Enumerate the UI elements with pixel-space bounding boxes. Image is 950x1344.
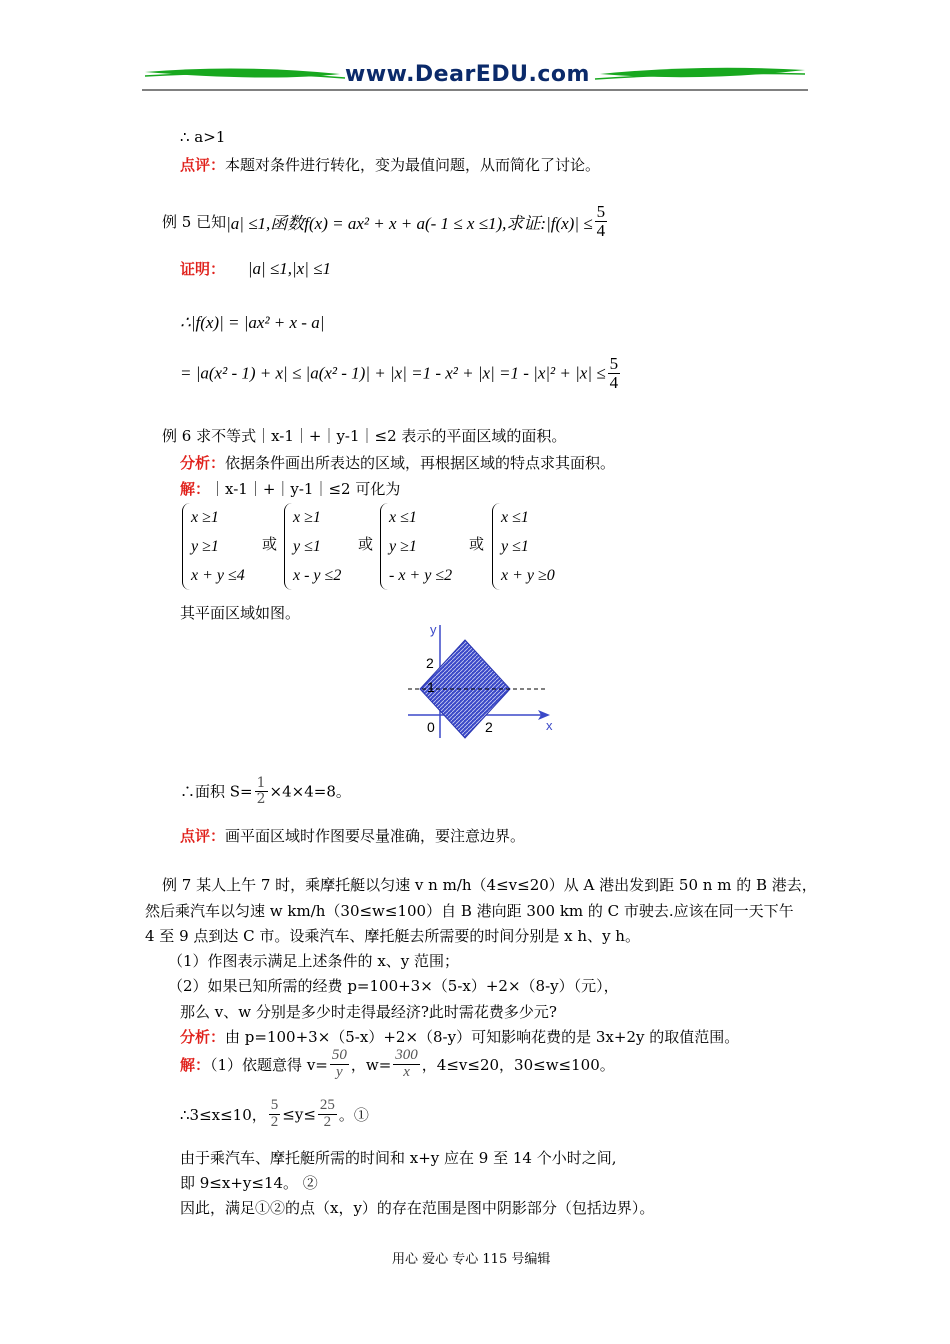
- example-7-line-3: 4 至 9 点到达 C 市。设乘汽车、摩托艇去所需要的时间分别是 x h、y h。: [145, 927, 640, 945]
- system-4-row: y ≤1: [501, 538, 529, 555]
- comment-1: [180, 154, 600, 175]
- or-word: 或: [469, 535, 485, 553]
- or-word: 或: [358, 535, 374, 553]
- or-word: 或: [262, 535, 278, 553]
- solution-2-label: 解：: [180, 1055, 211, 1074]
- example-5-prefix: 例 5 已知: [162, 212, 227, 231]
- origin-label: 0: [427, 719, 435, 735]
- area-frac-num: 1: [256, 775, 266, 791]
- solution-2-part-c: ，4≤v≤20，30≤w≤100。: [421, 1055, 615, 1074]
- comment-1-text: 本题对条件进行转化，变为最值问题，从而简化了讨论。: [225, 156, 601, 174]
- system-4: [492, 503, 555, 590]
- inequality-2-line: 即 9≤x+y≤14。 ②: [180, 1174, 318, 1192]
- question-2-continued: 那么 v、w 分别是多少时走得最经济?此时需花费多少元?: [180, 1003, 557, 1021]
- solution-2-frac-2-num: 300: [395, 1047, 418, 1063]
- solution-2-part-b: ，w=: [350, 1055, 392, 1074]
- solution-2-frac-1-den: y: [336, 1063, 343, 1080]
- analysis-1-label: 分析：: [180, 454, 226, 472]
- y-axis-label: y: [430, 622, 437, 637]
- comment-2: [180, 825, 525, 846]
- example-5-frac-den: 4: [596, 220, 606, 240]
- system-3-row: y ≥1: [389, 538, 417, 555]
- example-7-line-1: 例 7 某人上午 7 时，乘摩托艇以匀速 v n m/h（4≤v≤20）从 A 港出发到距 50 n m 的 B 港去，: [162, 876, 817, 894]
- analysis-1: [180, 452, 615, 473]
- time-line: 由于乘汽车、摩托艇所需的时间和 x+y 应在 9 至 14 个小时之间,: [180, 1149, 617, 1167]
- solution-2-fraction-2: [393, 1048, 420, 1081]
- proof-line-2: ∴|f(x)| = |ax² + x - a|: [180, 313, 325, 332]
- proof-label: 证明：: [180, 260, 226, 278]
- proof-frac-num: 5: [609, 354, 619, 373]
- solution-2: [180, 1048, 615, 1081]
- example-5-frac-num: 5: [596, 202, 606, 221]
- analysis-2-text: 由 p=100+3×（5-x）+2×（8-y）可知影响花费的是 3x+2y 的取值范围。: [225, 1028, 740, 1046]
- area-line: [180, 776, 351, 806]
- system-2-row: x - y ≤2: [293, 567, 342, 584]
- system-3-row: - x + y ≤2: [389, 567, 453, 584]
- range-part-b: ≤y≤: [282, 1105, 316, 1124]
- range-line: [180, 1098, 369, 1131]
- page-footer: 用心 爱心 专心 115 号编辑: [392, 1252, 551, 1267]
- example-5-fraction: [595, 203, 608, 240]
- region-figure: [400, 620, 560, 745]
- question-2: （2）如果已知所需的经费 p=100+3×（5-x）+2×（8-y）（元），: [168, 977, 619, 995]
- solution-2-fraction-1: [330, 1048, 349, 1081]
- area-frac-den: 2: [256, 790, 266, 807]
- therefore-text: ∴ a>1: [180, 128, 226, 146]
- system-2: [284, 503, 341, 590]
- proof-fraction: [608, 355, 621, 392]
- tick-label-x2: 2: [485, 719, 493, 735]
- solution-2-part-a: （1）依题意得 v=: [210, 1055, 328, 1074]
- proof-line-1-math: |a| ≤1,|x| ≤1: [247, 259, 331, 278]
- area-suffix: ×4×4=8。: [269, 782, 351, 801]
- solution-2-frac-2-den: x: [403, 1063, 410, 1080]
- range-frac-2-den: 2: [323, 1113, 332, 1130]
- comment-2-text: 画平面区域时作图要尽量准确，要注意边界。: [225, 827, 526, 845]
- region-caption: 其平面区域如图。: [180, 604, 301, 622]
- system-2-row: y ≤1: [293, 538, 321, 555]
- system-1: [182, 503, 245, 590]
- range-part-a: ∴3≤x≤10，: [180, 1105, 267, 1124]
- system-3: [380, 503, 452, 590]
- system-1-row: x ≥1: [191, 509, 219, 526]
- comment-1-label: 点评：: [180, 156, 226, 174]
- analysis-2-label: 分析：: [180, 1028, 226, 1046]
- tick-label-y1: 1: [427, 679, 435, 695]
- range-frac-1-num: 5: [270, 1097, 279, 1113]
- system-4-row: x + y ≥0: [501, 567, 555, 584]
- range-fraction-1: [269, 1098, 281, 1131]
- analysis-2: [180, 1026, 739, 1047]
- solution-1: [180, 478, 400, 499]
- proof-line-3-math: = |a(x² - 1) + x| ≤ |a(x² - 1)| + |x| =1 - x² + |x| =1 - |x|² + |x| ≤: [180, 363, 606, 383]
- system-3-row: x ≤1: [389, 509, 417, 526]
- example-5-math: |a| ≤1,函数f(x) = ax² + x + a(- 1 ≤ x ≤1),求证:|f(x)| ≤: [226, 213, 593, 233]
- solution-2-frac-1-num: 50: [331, 1047, 347, 1063]
- comment-2-label: 点评：: [180, 827, 226, 845]
- range-frac-1-den: 2: [270, 1113, 279, 1130]
- solution-1-text: ｜x-1｜+｜y-1｜≤2 可化为: [210, 480, 401, 498]
- proof-line-3: [180, 355, 622, 392]
- therefore-line: [180, 128, 225, 146]
- range-part-c: 。①: [338, 1105, 369, 1124]
- solution-1-label: 解：: [180, 480, 211, 498]
- proof-frac-den: 4: [609, 372, 619, 392]
- range-frac-2-num: 25: [319, 1097, 335, 1113]
- example-6: 例 6 求不等式｜x-1｜+｜y-1｜≤2 表示的平面区域的面积。: [162, 427, 567, 445]
- area-prefix: ∴面积 S=: [180, 782, 253, 801]
- system-2-row: x ≥1: [293, 509, 321, 526]
- system-4-row: x ≤1: [501, 509, 529, 526]
- x-axis-label: x: [546, 718, 553, 733]
- proof-line-1: [180, 258, 331, 279]
- system-1-row: y ≥1: [191, 538, 219, 555]
- tick-label-y2: 2: [426, 655, 434, 671]
- system-1-row: x + y ≤4: [191, 567, 245, 584]
- header-banner: [140, 60, 810, 92]
- example-7-line-2: 然后乘汽车以匀速 w km/h（30≤w≤100）自 B 港向距 300 km 的 C 市驶去.应该在同一天下午: [145, 902, 794, 920]
- question-1: （1）作图表示满足上述条件的 x、y 范围；: [168, 952, 460, 970]
- area-fraction: [255, 776, 268, 806]
- example-5: [162, 203, 609, 240]
- header-logo-text: www.DearEDU.com: [345, 62, 590, 87]
- range-fraction-2: [318, 1098, 337, 1131]
- conclusion-line: 因此，满足①②的点（x，y）的存在范围是图中阴影部分（包括边界）。: [180, 1199, 655, 1217]
- analysis-1-text: 依据条件画出所表达的区域，再根据区域的特点求其面积。: [225, 454, 616, 472]
